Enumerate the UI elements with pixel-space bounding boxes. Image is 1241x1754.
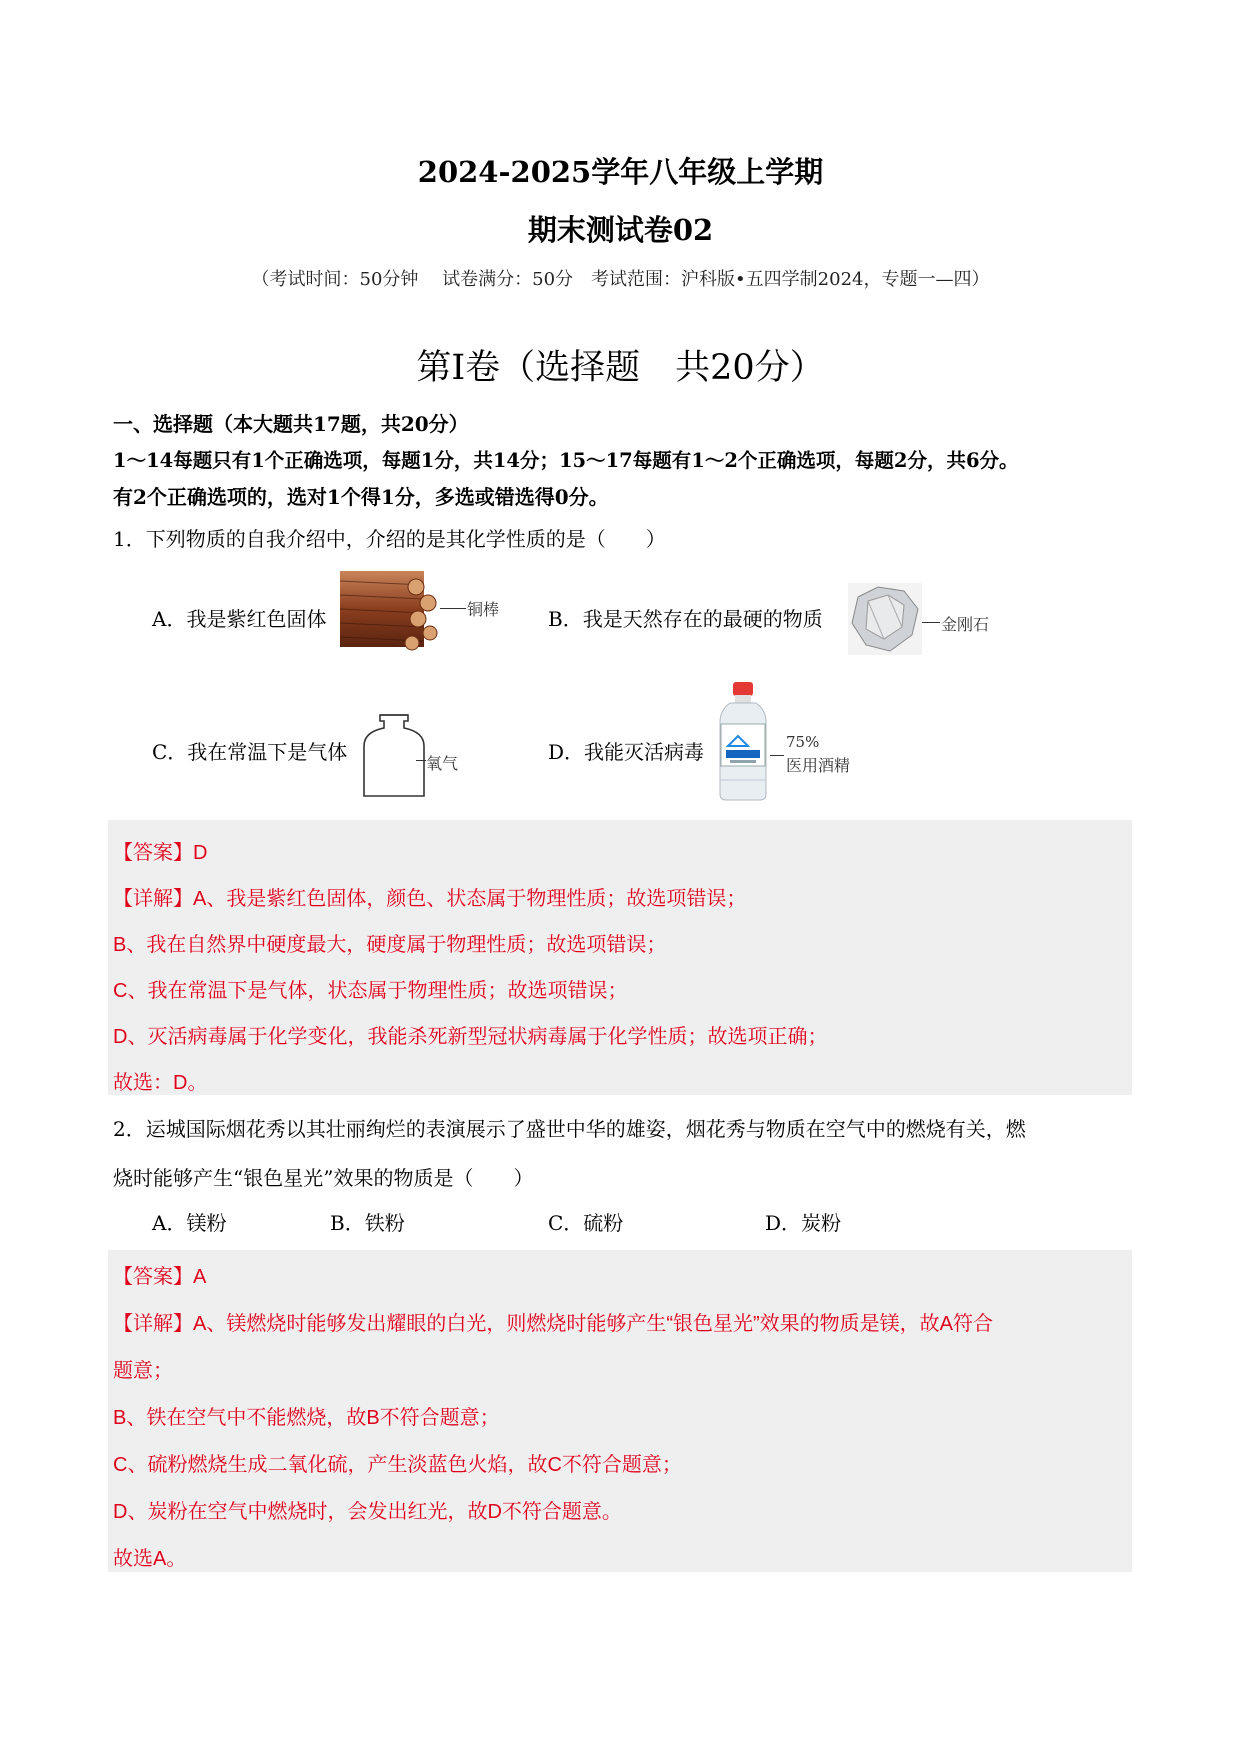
q2-explanation-line: 题意； xyxy=(113,1360,173,1382)
q1-explanation-line: C、我在常温下是气体，状态属于物理性质；故选项错误； xyxy=(113,980,628,1002)
q2-explanation-line: 【详解】A、镁燃烧时能够发出耀眼的白光，则燃烧时能够产生“银色星光”效果的物质是镁，故A符合 xyxy=(113,1313,993,1335)
oxygen-label: 氧气 xyxy=(426,754,459,773)
q2-explanation-line: D、炭粉在空气中燃烧时，会发出红光，故D不符合题意。 xyxy=(113,1501,622,1523)
q1-explanation-line: D、灭活病毒属于化学变化，我能杀死新型冠状病毒属于化学性质；故选项正确； xyxy=(113,1026,828,1048)
diamond-label: 金刚石 xyxy=(941,615,990,634)
q2-option-c: C．硫粉 xyxy=(548,1211,624,1235)
alcohol-percent-label: 75% xyxy=(786,733,820,751)
exam-info: （考试时间：50分钟 试卷满分：50分 考试范围：沪科版•五四学制2024，专题一—四） xyxy=(251,269,990,290)
q2-answer: 【答案】A xyxy=(113,1266,207,1288)
q2-option-a: A．镁粉 xyxy=(152,1211,227,1235)
diamond-image xyxy=(848,583,922,655)
label-line xyxy=(416,760,426,761)
volume-title: 第Ⅰ卷（选择题 共20分） xyxy=(416,348,825,388)
q2-option-d: D．炭粉 xyxy=(765,1211,842,1235)
label-line xyxy=(770,755,784,756)
q1-stem: 1．下列物质的自我介绍中，介绍的是其化学性质的是（ ） xyxy=(113,527,666,551)
label-line xyxy=(922,622,940,623)
q2-stem-line1: 2．运城国际烟花秀以其壮丽绚烂的表演展示了盛世中华的雄姿，烟花秀与物质在空气中的燃烧有关，燃 xyxy=(113,1117,1026,1141)
document-title-line1: 2024-2025学年八年级上学期 xyxy=(417,155,824,189)
q2-explanation-line: C、硫粉燃烧生成二氧化硫，产生淡蓝色火焰，故C不符合题意； xyxy=(113,1454,682,1476)
q1-option-c: C．我在常温下是气体 xyxy=(152,740,348,764)
section-rule-line1: 1～14每题只有1个正确选项，每题1分，共14分；15～17每题有1～2个正确选项，每题2分，共6分。 xyxy=(113,449,1019,472)
q1-option-b: B．我是天然存在的最硬的物质 xyxy=(548,607,823,631)
q2-option-b: B．铁粉 xyxy=(330,1211,405,1235)
q1-explanation-line: B、我在自然界中硬度最大，硬度属于物理性质；故选项错误； xyxy=(113,934,667,956)
q2-explanation-line: B、铁在空气中不能燃烧，故B不符合题意； xyxy=(113,1407,500,1429)
document-title-line2: 期末测试卷02 xyxy=(527,213,714,247)
copper-rod-label: 铜棒 xyxy=(467,600,500,619)
label-line xyxy=(440,608,466,609)
q1-explanation-line: 【详解】A、我是紫红色固体，颜色、状态属于物理性质；故选项错误； xyxy=(113,888,747,910)
q1-answer-box xyxy=(108,820,1132,1095)
q1-option-d: D．我能灭活病毒 xyxy=(548,740,705,764)
gas-bottle-image xyxy=(360,712,430,798)
q1-option-a: A．我是紫红色固体 xyxy=(152,607,327,631)
alcohol-name-label: 医用酒精 xyxy=(786,756,851,775)
q1-answer: 【答案】D xyxy=(113,842,208,864)
q2-explanation-line: 故选A。 xyxy=(113,1548,187,1570)
alcohol-bottle-image xyxy=(716,680,770,802)
q1-explanation-line: 故选：D。 xyxy=(113,1072,208,1094)
section-rule-line2: 有2个正确选项的，选对1个得1分，多选或错选得0分。 xyxy=(113,485,609,509)
section-heading: 一、选择题（本大题共17题，共20分） xyxy=(113,412,469,436)
copper-rods-image xyxy=(338,567,438,655)
q2-stem-line2: 烧时能够产生“银色星光”效果的物质是（ ） xyxy=(113,1166,534,1190)
